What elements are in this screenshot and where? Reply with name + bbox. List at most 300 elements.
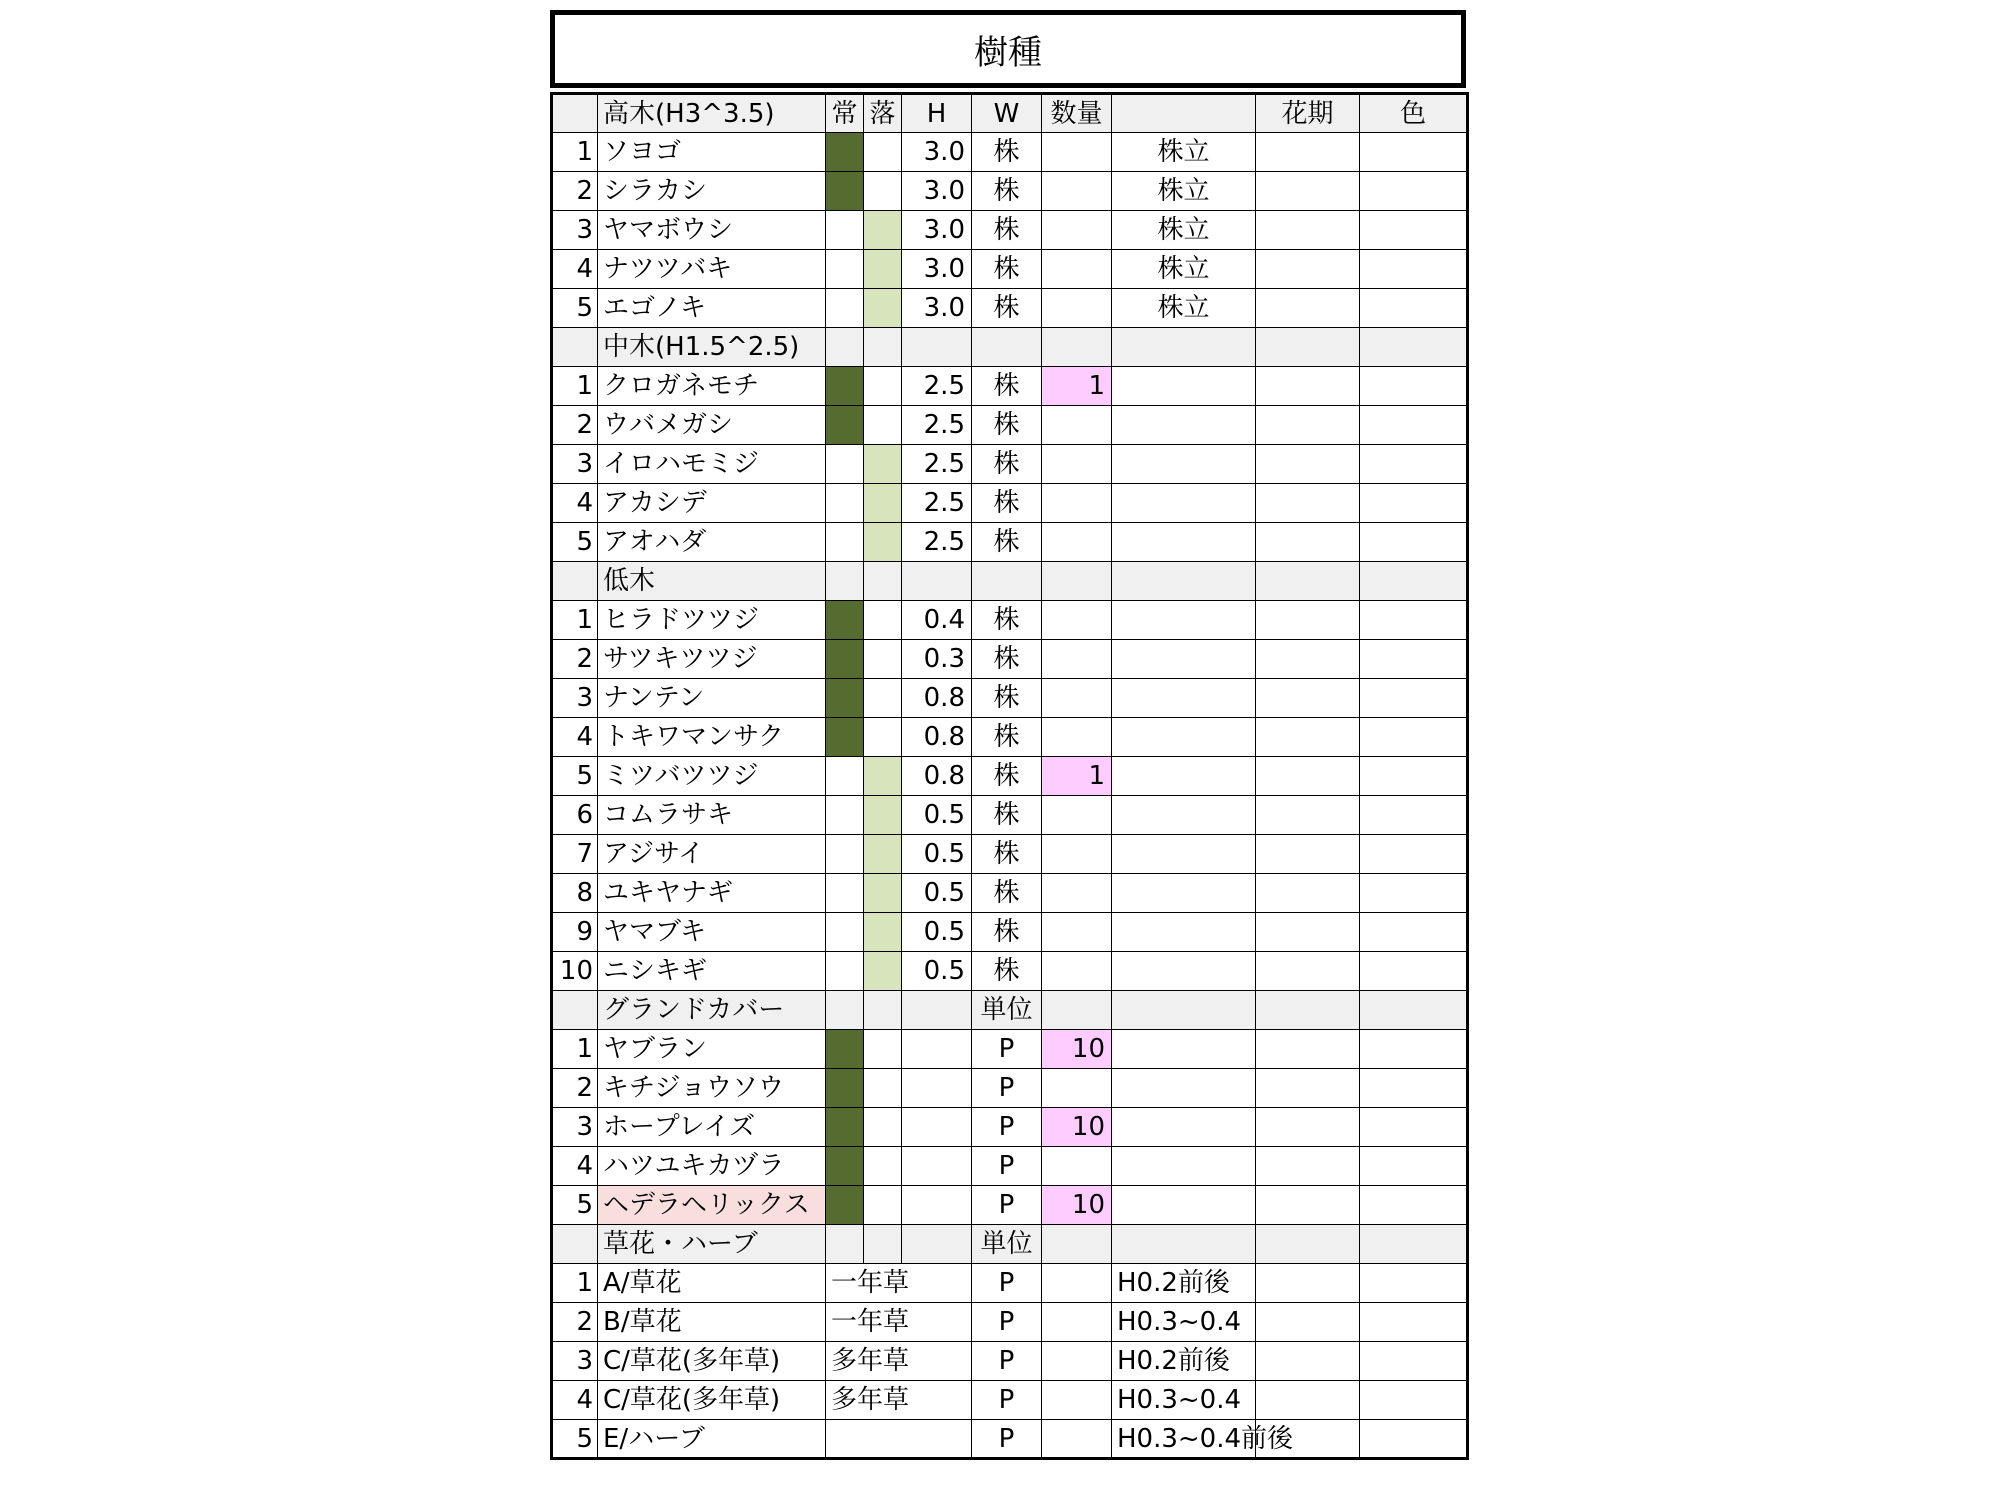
- note-value: [1112, 1108, 1256, 1147]
- section-bloom-cell: [1256, 1225, 1360, 1264]
- color-cell: [1360, 913, 1468, 952]
- note-value: [1112, 796, 1256, 835]
- table-row: [552, 1420, 1468, 1459]
- color-cell: [1360, 1303, 1468, 1342]
- width-unit: 株: [972, 445, 1042, 484]
- species-name: ソヨゴ: [598, 133, 826, 172]
- width-unit: 株: [972, 835, 1042, 874]
- section-unit: [972, 562, 1042, 601]
- deciduous-marker: [864, 172, 902, 211]
- section-note-cell: [1112, 562, 1256, 601]
- quantity-value: 1: [1042, 757, 1112, 796]
- quantity-value: [1042, 601, 1112, 640]
- header-w: W: [972, 94, 1042, 133]
- quantity-value: [1042, 1147, 1112, 1186]
- deciduous-marker: [864, 1069, 902, 1108]
- color-cell: [1360, 133, 1468, 172]
- section-note-cell: [1112, 328, 1256, 367]
- species-name: C/草花(多年草): [598, 1381, 826, 1420]
- section-evergreen-cell: [826, 991, 864, 1030]
- bloom-cell: [1256, 1381, 1360, 1420]
- width-unit: P: [972, 1420, 1042, 1459]
- quantity-value: [1042, 640, 1112, 679]
- color-cell: [1360, 1147, 1468, 1186]
- row-number: 5: [552, 757, 598, 796]
- quantity-value: [1042, 172, 1112, 211]
- header-deciduous: 落: [864, 94, 902, 133]
- color-cell: [1360, 952, 1468, 991]
- note-value: 株立: [1112, 172, 1256, 211]
- bloom-cell: [1256, 913, 1360, 952]
- section-unit: [972, 328, 1042, 367]
- evergreen-marker: [826, 718, 864, 757]
- column-header-row: [552, 94, 1468, 133]
- species-name: アジサイ: [598, 835, 826, 874]
- section-label: 草花・ハーブ: [598, 1225, 826, 1264]
- species-name: ヤマボウシ: [598, 211, 826, 250]
- width-unit: 株: [972, 484, 1042, 523]
- species-name: シラカシ: [598, 172, 826, 211]
- section-unit: 単位: [972, 1225, 1042, 1264]
- species-name: アオハダ: [598, 523, 826, 562]
- table-row: [552, 1186, 1468, 1225]
- note-value: 株立: [1112, 289, 1256, 328]
- section-deciduous-cell: [864, 562, 902, 601]
- row-number: 5: [552, 1186, 598, 1225]
- species-name: コムラサキ: [598, 796, 826, 835]
- section-note-cell: [1112, 991, 1256, 1030]
- deciduous-marker: [864, 367, 902, 406]
- plant-kind: 一年草: [826, 1264, 972, 1303]
- species-name: ナツツバキ: [598, 250, 826, 289]
- section-color-cell: [1360, 328, 1468, 367]
- note-value: [1112, 1186, 1256, 1225]
- height-value: 0.5: [902, 952, 972, 991]
- bloom-cell: [1256, 1069, 1360, 1108]
- row-number: 1: [552, 367, 598, 406]
- row-number: 2: [552, 172, 598, 211]
- note-value: [1112, 718, 1256, 757]
- note-value: [1112, 913, 1256, 952]
- height-value: 3.0: [902, 211, 972, 250]
- evergreen-marker: [826, 289, 864, 328]
- color-cell: [1360, 874, 1468, 913]
- header-qty: 数量: [1042, 94, 1112, 133]
- color-cell: [1360, 640, 1468, 679]
- color-cell: [1360, 445, 1468, 484]
- row-number: 2: [552, 1303, 598, 1342]
- species-name: E/ハーブ: [598, 1420, 826, 1459]
- height-value: 3.0: [902, 289, 972, 328]
- table-row: [552, 523, 1468, 562]
- table-row: [552, 1030, 1468, 1069]
- header-color: 色: [1360, 94, 1468, 133]
- quantity-value: [1042, 952, 1112, 991]
- species-name: ナンテン: [598, 679, 826, 718]
- bloom-cell: [1256, 679, 1360, 718]
- bloom-cell: [1256, 211, 1360, 250]
- header-name: 高木(H3^3.5): [598, 94, 826, 133]
- section-qty-cell: [1042, 1225, 1112, 1264]
- height-value: [902, 1030, 972, 1069]
- table-row: [552, 757, 1468, 796]
- height-value: 2.5: [902, 484, 972, 523]
- table-row: [552, 367, 1468, 406]
- width-unit: 株: [972, 406, 1042, 445]
- height-value: 0.5: [902, 913, 972, 952]
- width-unit: 株: [972, 640, 1042, 679]
- quantity-value: [1042, 1420, 1112, 1459]
- section-color-cell: [1360, 1225, 1468, 1264]
- evergreen-marker: [826, 1147, 864, 1186]
- note-value: [1112, 952, 1256, 991]
- height-value: 2.5: [902, 367, 972, 406]
- table-row: [552, 679, 1468, 718]
- quantity-value: [1042, 133, 1112, 172]
- deciduous-marker: [864, 757, 902, 796]
- quantity-value: [1042, 718, 1112, 757]
- note-value: H0.3~0.4前後: [1112, 1420, 1256, 1459]
- deciduous-marker: [864, 874, 902, 913]
- section-label: 低木: [598, 562, 826, 601]
- species-table-body: [552, 94, 1468, 1459]
- section-evergreen-cell: [826, 562, 864, 601]
- table-row: [552, 601, 1468, 640]
- deciduous-marker: [864, 211, 902, 250]
- table-row: [552, 796, 1468, 835]
- height-value: 0.8: [902, 679, 972, 718]
- row-number: 5: [552, 1420, 598, 1459]
- note-value: [1112, 640, 1256, 679]
- width-unit: P: [972, 1108, 1042, 1147]
- evergreen-marker: [826, 1108, 864, 1147]
- evergreen-marker: [826, 1030, 864, 1069]
- note-value: [1112, 757, 1256, 796]
- width-unit: 株: [972, 289, 1042, 328]
- height-value: 0.8: [902, 718, 972, 757]
- note-value: 株立: [1112, 250, 1256, 289]
- section-qty-cell: [1042, 328, 1112, 367]
- section-h-cell: [902, 328, 972, 367]
- species-name: ヤマブキ: [598, 913, 826, 952]
- color-cell: [1360, 1342, 1468, 1381]
- width-unit: 株: [972, 913, 1042, 952]
- color-cell: [1360, 367, 1468, 406]
- height-value: 2.5: [902, 445, 972, 484]
- quantity-value: [1042, 874, 1112, 913]
- row-number: 3: [552, 1108, 598, 1147]
- evergreen-marker: [826, 796, 864, 835]
- row-number: 4: [552, 250, 598, 289]
- quantity-value: 10: [1042, 1030, 1112, 1069]
- note-value: 株立: [1112, 211, 1256, 250]
- table-row: [552, 406, 1468, 445]
- section-color-cell: [1360, 562, 1468, 601]
- row-number: 9: [552, 913, 598, 952]
- width-unit: 株: [972, 952, 1042, 991]
- section-color-cell: [1360, 991, 1468, 1030]
- note-value: [1112, 1030, 1256, 1069]
- width-unit: P: [972, 1381, 1042, 1420]
- note-value: [1112, 1069, 1256, 1108]
- section-deciduous-cell: [864, 328, 902, 367]
- row-number: 3: [552, 1342, 598, 1381]
- width-unit: 株: [972, 718, 1042, 757]
- deciduous-marker: [864, 1108, 902, 1147]
- evergreen-marker: [826, 250, 864, 289]
- note-value: [1112, 523, 1256, 562]
- section-evergreen-cell: [826, 1225, 864, 1264]
- species-name: イロハモミジ: [598, 445, 826, 484]
- note-value: [1112, 1147, 1256, 1186]
- quantity-value: [1042, 484, 1112, 523]
- table-row: [552, 289, 1468, 328]
- color-cell: [1360, 679, 1468, 718]
- color-cell: [1360, 835, 1468, 874]
- width-unit: 株: [972, 601, 1042, 640]
- section-bloom-cell: [1256, 991, 1360, 1030]
- table-row: [552, 1381, 1468, 1420]
- section-evergreen-cell: [826, 328, 864, 367]
- width-unit: P: [972, 1186, 1042, 1225]
- evergreen-marker: [826, 406, 864, 445]
- height-value: 3.0: [902, 250, 972, 289]
- width-unit: P: [972, 1069, 1042, 1108]
- table-row: [552, 1342, 1468, 1381]
- table-row: [552, 835, 1468, 874]
- bloom-cell: [1256, 1147, 1360, 1186]
- bloom-cell: [1256, 718, 1360, 757]
- quantity-value: [1042, 1069, 1112, 1108]
- row-number: 2: [552, 640, 598, 679]
- table-row: [552, 1264, 1468, 1303]
- bloom-cell: [1256, 484, 1360, 523]
- table-row: [552, 133, 1468, 172]
- row-number: 3: [552, 445, 598, 484]
- evergreen-marker: [826, 757, 864, 796]
- width-unit: P: [972, 1303, 1042, 1342]
- evergreen-marker: [826, 952, 864, 991]
- section-h-cell: [902, 1225, 972, 1264]
- height-value: 3.0: [902, 133, 972, 172]
- quantity-value: [1042, 406, 1112, 445]
- quantity-value: [1042, 835, 1112, 874]
- deciduous-marker: [864, 1147, 902, 1186]
- evergreen-marker: [826, 367, 864, 406]
- bloom-cell: [1256, 133, 1360, 172]
- quantity-value: [1042, 211, 1112, 250]
- color-cell: [1360, 1069, 1468, 1108]
- row-number: 4: [552, 484, 598, 523]
- bloom-cell: [1256, 289, 1360, 328]
- bloom-cell: [1256, 640, 1360, 679]
- table-row: [552, 484, 1468, 523]
- color-cell: [1360, 1420, 1468, 1459]
- deciduous-marker: [864, 835, 902, 874]
- deciduous-marker: [864, 601, 902, 640]
- header-bloom: 花期: [1256, 94, 1360, 133]
- tree-species-sheet: [550, 10, 1466, 1460]
- species-name: ニシキギ: [598, 952, 826, 991]
- row-number: 3: [552, 679, 598, 718]
- row-number: 4: [552, 718, 598, 757]
- section-no-cell: [552, 328, 598, 367]
- quantity-value: 10: [1042, 1108, 1112, 1147]
- note-value: [1112, 445, 1256, 484]
- height-value: [902, 1108, 972, 1147]
- table-row: [552, 211, 1468, 250]
- section-header-row: [552, 562, 1468, 601]
- note-value: [1112, 679, 1256, 718]
- row-number: 6: [552, 796, 598, 835]
- color-cell: [1360, 601, 1468, 640]
- width-unit: P: [972, 1147, 1042, 1186]
- row-number: 2: [552, 406, 598, 445]
- quantity-value: [1042, 523, 1112, 562]
- note-value: H0.2前後: [1112, 1264, 1256, 1303]
- quantity-value: [1042, 1303, 1112, 1342]
- table-row: [552, 1303, 1468, 1342]
- bloom-cell: [1256, 445, 1360, 484]
- bloom-cell: [1256, 874, 1360, 913]
- table-row: [552, 913, 1468, 952]
- row-number: 1: [552, 601, 598, 640]
- note-value: H0.3~0.4: [1112, 1381, 1256, 1420]
- quantity-value: [1042, 289, 1112, 328]
- deciduous-marker: [864, 952, 902, 991]
- bloom-cell: [1256, 1030, 1360, 1069]
- header-h: H: [902, 94, 972, 133]
- deciduous-marker: [864, 1186, 902, 1225]
- row-number: 5: [552, 289, 598, 328]
- row-number: 1: [552, 133, 598, 172]
- table-row: [552, 874, 1468, 913]
- quantity-value: [1042, 913, 1112, 952]
- section-header-row: [552, 991, 1468, 1030]
- width-unit: 株: [972, 523, 1042, 562]
- deciduous-marker: [864, 523, 902, 562]
- species-name: アカシデ: [598, 484, 826, 523]
- table-row: [552, 640, 1468, 679]
- section-h-cell: [902, 991, 972, 1030]
- bloom-cell: [1256, 952, 1360, 991]
- row-number: 1: [552, 1264, 598, 1303]
- row-number: 7: [552, 835, 598, 874]
- evergreen-marker: [826, 523, 864, 562]
- height-value: [902, 1186, 972, 1225]
- deciduous-marker: [864, 250, 902, 289]
- color-cell: [1360, 172, 1468, 211]
- width-unit: 株: [972, 133, 1042, 172]
- section-label: グランドカバー: [598, 991, 826, 1030]
- species-name: ヘデラヘリックス: [598, 1186, 826, 1225]
- color-cell: [1360, 1381, 1468, 1420]
- species-table: [550, 92, 1469, 1460]
- quantity-value: 10: [1042, 1186, 1112, 1225]
- species-name: C/草花(多年草): [598, 1342, 826, 1381]
- section-header-row: [552, 328, 1468, 367]
- deciduous-marker: [864, 1030, 902, 1069]
- deciduous-marker: [864, 679, 902, 718]
- row-number: 10: [552, 952, 598, 991]
- deciduous-marker: [864, 718, 902, 757]
- species-name: サツキツツジ: [598, 640, 826, 679]
- species-name: クロガネモチ: [598, 367, 826, 406]
- header-evergreen: 常: [826, 94, 864, 133]
- section-no-cell: [552, 991, 598, 1030]
- height-value: [902, 1069, 972, 1108]
- sheet-title: 樹種: [974, 32, 1042, 73]
- species-name: ユキヤナギ: [598, 874, 826, 913]
- note-value: [1112, 367, 1256, 406]
- height-value: 3.0: [902, 172, 972, 211]
- height-value: [902, 1147, 972, 1186]
- species-name: ミツバツツジ: [598, 757, 826, 796]
- section-note-cell: [1112, 1225, 1256, 1264]
- width-unit: 株: [972, 679, 1042, 718]
- width-unit: 株: [972, 172, 1042, 211]
- bloom-cell: [1256, 835, 1360, 874]
- section-unit: 単位: [972, 991, 1042, 1030]
- deciduous-marker: [864, 445, 902, 484]
- quantity-value: [1042, 445, 1112, 484]
- bloom-cell: [1256, 367, 1360, 406]
- color-cell: [1360, 211, 1468, 250]
- species-name: B/草花: [598, 1303, 826, 1342]
- quantity-value: [1042, 679, 1112, 718]
- bloom-cell: [1256, 406, 1360, 445]
- section-label: 中木(H1.5^2.5): [598, 328, 826, 367]
- deciduous-marker: [864, 133, 902, 172]
- deciduous-marker: [864, 640, 902, 679]
- quantity-value: [1042, 1264, 1112, 1303]
- bloom-cell: [1256, 1186, 1360, 1225]
- width-unit: P: [972, 1030, 1042, 1069]
- evergreen-marker: [826, 874, 864, 913]
- height-value: 0.4: [902, 601, 972, 640]
- evergreen-marker: [826, 601, 864, 640]
- species-name: キチジョウソウ: [598, 1069, 826, 1108]
- header-no: [552, 94, 598, 133]
- species-name: ヒラドツツジ: [598, 601, 826, 640]
- evergreen-marker: [826, 484, 864, 523]
- table-row: [552, 952, 1468, 991]
- row-number: 4: [552, 1147, 598, 1186]
- evergreen-marker: [826, 835, 864, 874]
- deciduous-marker: [864, 406, 902, 445]
- color-cell: [1360, 1108, 1468, 1147]
- width-unit: P: [972, 1264, 1042, 1303]
- plant-kind: 多年草: [826, 1381, 972, 1420]
- species-name: A/草花: [598, 1264, 826, 1303]
- height-value: 2.5: [902, 406, 972, 445]
- deciduous-marker: [864, 913, 902, 952]
- section-no-cell: [552, 562, 598, 601]
- species-name: ウバメガシ: [598, 406, 826, 445]
- color-cell: [1360, 718, 1468, 757]
- color-cell: [1360, 523, 1468, 562]
- height-value: 2.5: [902, 523, 972, 562]
- evergreen-marker: [826, 133, 864, 172]
- evergreen-marker: [826, 913, 864, 952]
- note-value: [1112, 406, 1256, 445]
- species-name: エゴノキ: [598, 289, 826, 328]
- section-no-cell: [552, 1225, 598, 1264]
- deciduous-marker: [864, 796, 902, 835]
- bloom-cell: [1256, 1303, 1360, 1342]
- species-name: ハツユキカヅラ: [598, 1147, 826, 1186]
- section-deciduous-cell: [864, 1225, 902, 1264]
